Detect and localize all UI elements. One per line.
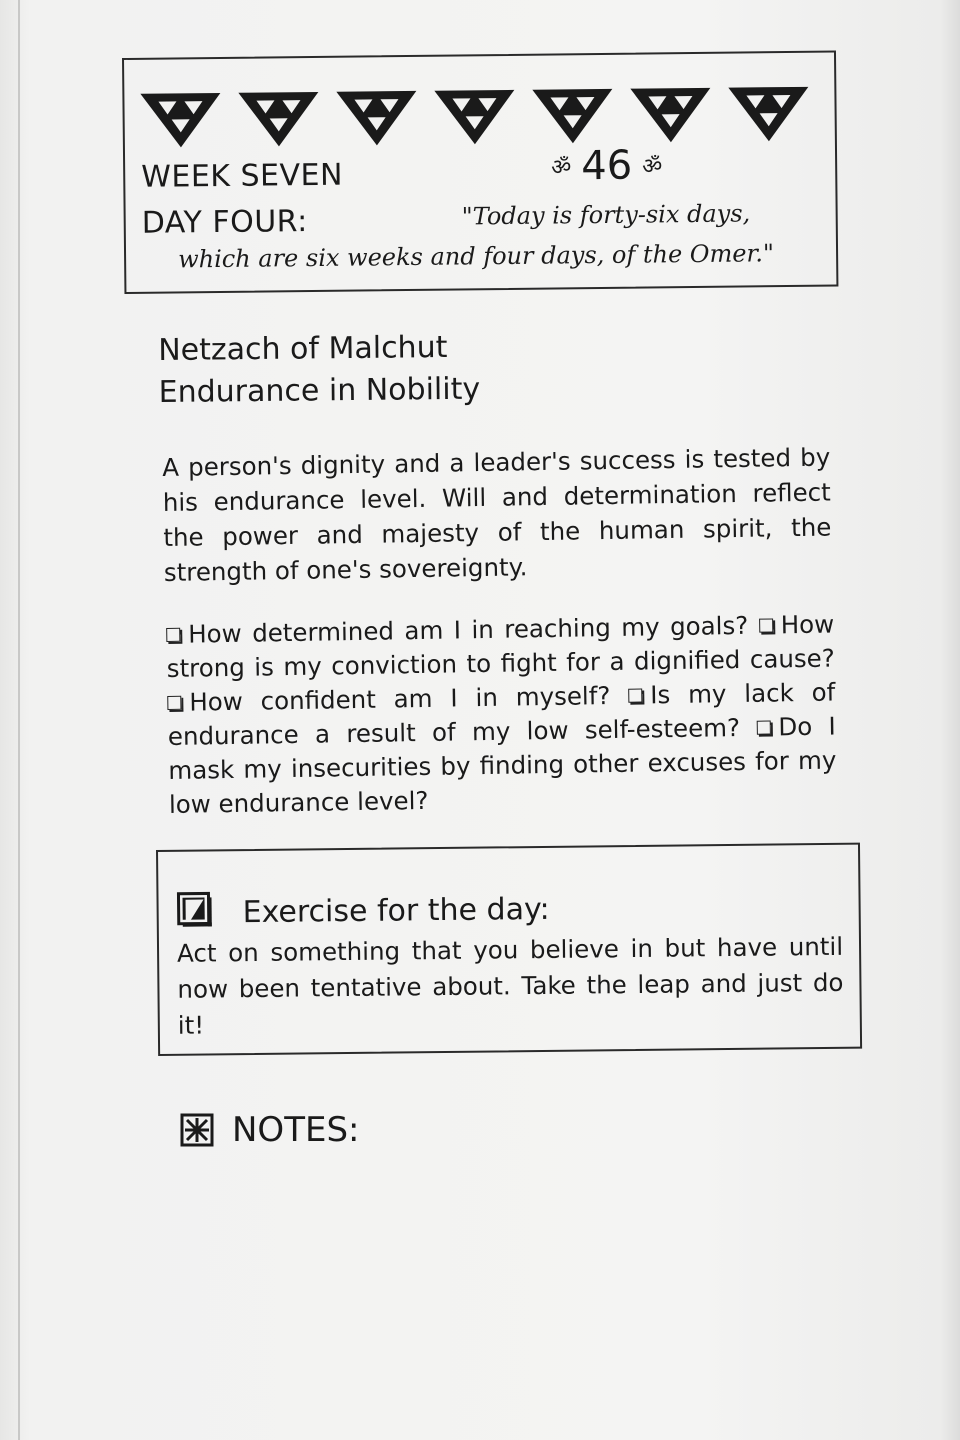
question-item: Do I mask my insecurities by finding other excuses for my low endurance level? bbox=[168, 711, 837, 819]
checkbox-icon bbox=[756, 721, 770, 735]
sefirah-subtitle: Endurance in Nobility bbox=[158, 371, 481, 410]
notes-label: NOTES: bbox=[232, 1110, 360, 1150]
day-number-block bbox=[551, 142, 663, 189]
header-box bbox=[122, 51, 838, 294]
sefirah-title: Netzach of Malchut bbox=[158, 329, 448, 368]
title-block bbox=[158, 327, 480, 414]
omer-count-line2: which are six weeks and four days, of the Omer." bbox=[177, 239, 775, 274]
question-item: How determined am I in reaching my goals? bbox=[188, 610, 749, 649]
question-item: Is my lack of endurance a result of my low self-esteem? bbox=[167, 677, 836, 751]
body-paragraph: A person's dignity and a leader's success is tested by his endurance level. Will and determination reflect the power and majesty of the human spirit, the strength of one's sovereignty. bbox=[162, 442, 832, 587]
week-label: WEEK SEVEN bbox=[141, 157, 344, 195]
exercise-box bbox=[156, 843, 862, 1056]
ornament-icon: ॐ bbox=[642, 154, 663, 180]
omer-count-line1: "Today is forty-six days, bbox=[461, 199, 751, 231]
checkbox-icon bbox=[628, 689, 642, 703]
asterisk-box-icon bbox=[180, 1113, 214, 1147]
exercise-title: Exercise for the day: bbox=[242, 891, 550, 931]
checkbox-icon bbox=[167, 696, 181, 710]
notes-section bbox=[180, 1110, 359, 1150]
question-item: How strong is my conviction to fight for a dignified cause? bbox=[166, 609, 835, 683]
day-label: DAY FOUR: bbox=[141, 204, 308, 241]
checkbox-icon bbox=[759, 618, 773, 632]
day-number: 46 bbox=[580, 142, 633, 190]
triangle-border-decoration bbox=[132, 81, 823, 158]
exercise-text: Act on something that you believe in but have until now been tentative about. Take the leap and just do it! bbox=[176, 931, 844, 1040]
page-fold-line bbox=[18, 0, 20, 1440]
ornament-icon: ॐ bbox=[551, 155, 572, 181]
checkbox-icon bbox=[166, 628, 180, 642]
reflection-questions bbox=[166, 608, 837, 822]
checked-box-icon bbox=[176, 891, 212, 927]
question-item: How confident am I in myself? bbox=[189, 681, 611, 717]
